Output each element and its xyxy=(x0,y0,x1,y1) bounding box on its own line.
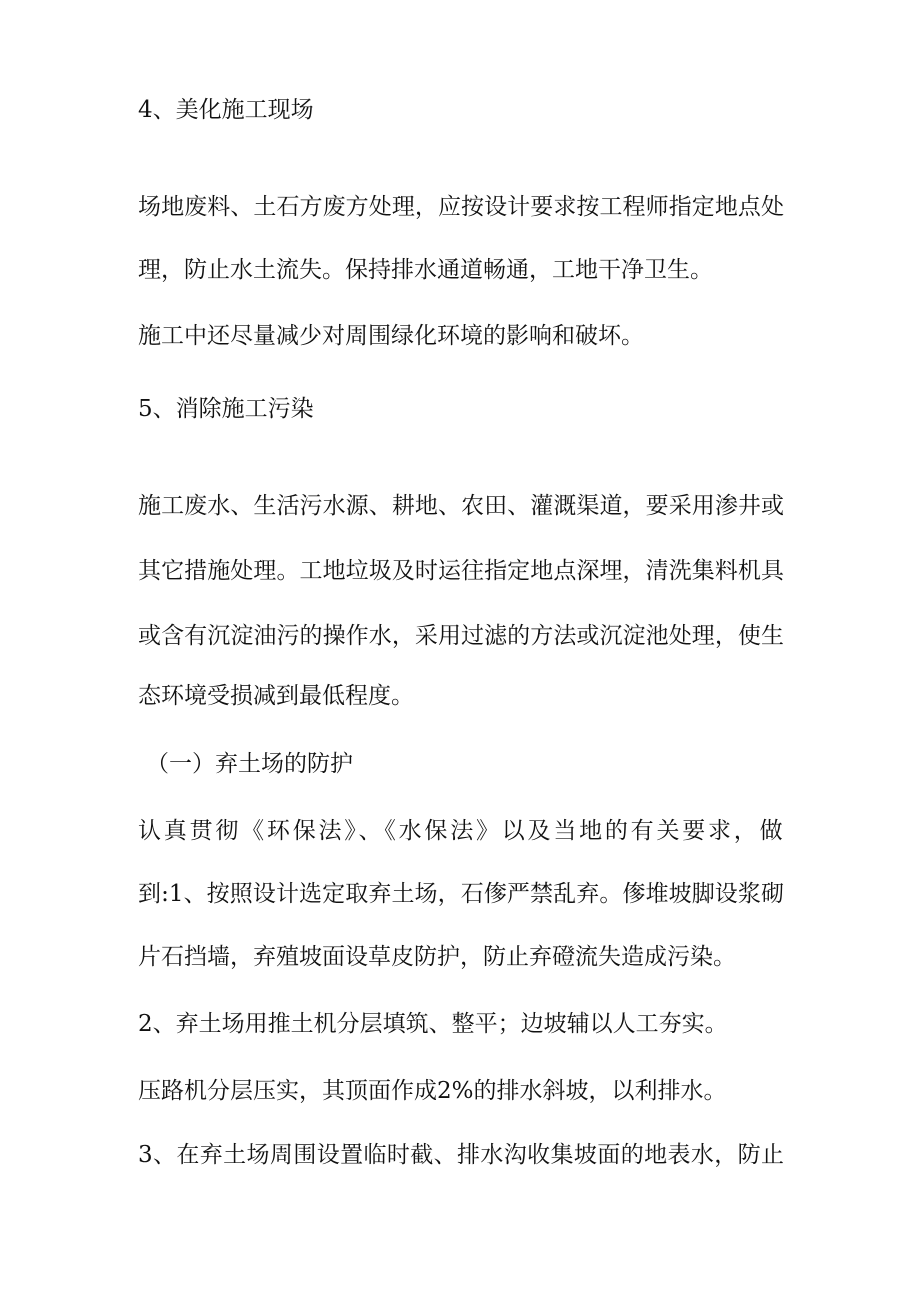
paragraph-line: 理，防止水土流失。保持排水通道畅通，工地干净卫生。 xyxy=(138,257,713,283)
paragraph-line: 态环境受损减到最低程度。 xyxy=(138,683,414,709)
section-heading-spoil-ground-protection: （一）弃土场的防护 xyxy=(146,751,353,777)
paragraph-line: 压路机分层压实，其顶面作成2%的排水斜坡，以利排水。 xyxy=(138,1078,727,1104)
paragraph-line: 3、在弃土场周围设置临时截、排水沟收集坡面的地表水，防止 xyxy=(138,1142,784,1168)
paragraph-line: 认真贯彻《环保法》、《水保法》以及当地的有关要求，做 xyxy=(138,818,784,844)
paragraph-line: 其它措施处理。工地垃圾及时运往指定地点深埋，清洗集料机具 xyxy=(138,558,784,584)
paragraph-line: 2、弃土场用推土机分层填筑、整平；边坡辅以人工夯实。 xyxy=(138,1011,728,1037)
paragraph-line: 施工中还尽量减少对周围绿化环境的影响和破坏。 xyxy=(138,323,644,349)
section-heading-beautify-site: 4、美化施工现场 xyxy=(138,97,314,123)
paragraph-line: 片石挡墙，弃殖坡面设草皮防护，防止弃磴流失造成污染。 xyxy=(138,944,736,970)
section-heading-eliminate-pollution: 5、消除施工污染 xyxy=(138,396,314,422)
paragraph-line: 场地废料、土石方废方处理，应按设计要求按工程师指定地点处 xyxy=(138,194,784,220)
paragraph-line: 或含有沉淀油污的操作水，采用过滤的方法或沉淀池处理，使生 xyxy=(138,623,784,649)
paragraph-line: 到:1、按照设计选定取弃土场，石偧严禁乱弃。偧堆坡脚设浆砌 xyxy=(138,881,784,907)
paragraph-line: 施工废水、生活污水源、耕地、农田、灌溉渠道，要采用渗井或 xyxy=(138,493,784,519)
